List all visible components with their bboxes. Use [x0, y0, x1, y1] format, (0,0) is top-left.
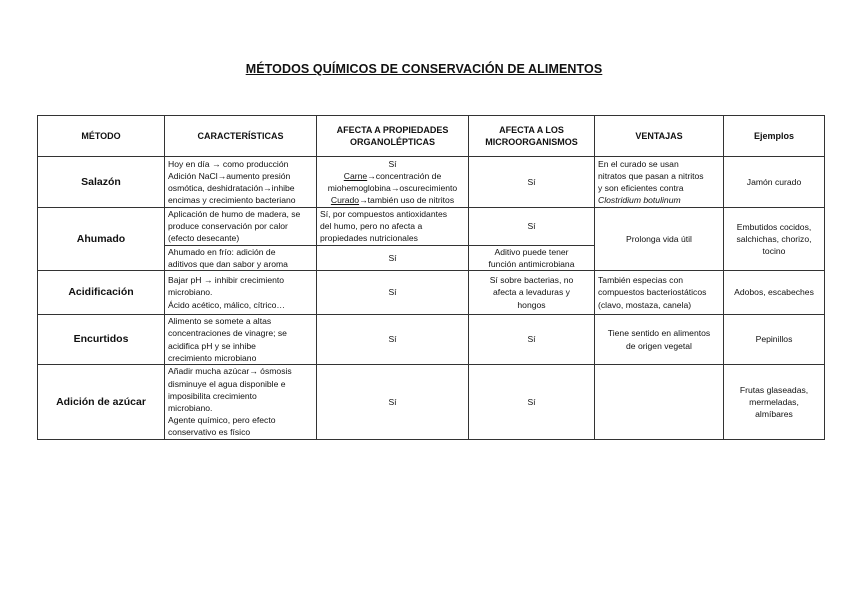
salazon-org-carne-rest: →concentración de — [367, 170, 442, 181]
acidificacion-micro-line-3: hongos — [517, 299, 546, 310]
ahumado-micro-b-line-2: función antimicrobiana — [488, 258, 575, 269]
header-metodo: MÉTODO — [38, 116, 165, 157]
conservation-methods-table — [37, 115, 825, 440]
acidificacion-vent-line-1: También especias con — [598, 275, 684, 286]
azucar-caract-line-1: Añadir mucha azúcar→ ósmosis — [168, 366, 292, 377]
salazon-vent-line-3: y son eficientes contra — [598, 183, 684, 193]
azucar-method: Adición de azúcar — [38, 365, 165, 440]
ahumado-caract-a-line-2: produce conservación por calor — [168, 221, 288, 232]
azucar-microorganisms: Sí — [469, 365, 595, 440]
acidificacion-advantages — [595, 271, 724, 315]
row-salazon — [38, 157, 825, 208]
salazon-org-line-4 — [320, 194, 465, 206]
salazon-examples: Jamón curado — [724, 157, 825, 208]
acidificacion-caract-line-3: Ácido acético, málico, cítrico… — [168, 299, 286, 310]
ahumado-caract-a-line-3: (efecto desecante) — [168, 233, 240, 244]
acidificacion-micro-line-2: afecta a levaduras y — [493, 287, 570, 298]
acidificacion-caract-line-2: microbiano. — [168, 287, 213, 298]
azucar-advantages — [595, 365, 724, 440]
ahumado-ejemplos-line-3: tocino — [762, 246, 786, 257]
salazon-caract-line-2: Adición NaCl→aumento presión — [168, 170, 291, 181]
ahumado-characteristics-a — [165, 208, 317, 246]
ahumado-caract-b-line-2: aditivos que dan sabor y aroma — [168, 258, 288, 269]
azucar-ejemplos-line-2: mermeladas, — [749, 396, 799, 407]
salazon-org-carne-word: Carne — [343, 170, 368, 181]
encurtidos-vent-line-1: Tiene sentido en alimentos — [607, 328, 711, 339]
ahumado-advantages: Prolonga vida útil — [595, 208, 724, 271]
salazon-organoleptic — [317, 157, 469, 208]
azucar-organoleptic: Sí — [317, 365, 469, 440]
row-encurtidos — [38, 315, 825, 365]
encurtidos-caract-line-3: acidifica pH y se inhibe — [168, 340, 256, 351]
row-ahumado-a — [38, 208, 825, 246]
encurtidos-examples: Pepinillos — [724, 315, 825, 365]
acidificacion-method: Acidificación — [38, 271, 165, 315]
ahumado-org-a-line-1: Sí, por compuestos antioxidantes — [320, 209, 448, 219]
ahumado-org-a-line-3: propiedades nutricionales — [320, 233, 418, 244]
encurtidos-characteristics — [165, 315, 317, 365]
ahumado-micro-b-line-1: Aditivo puede tener — [494, 246, 569, 257]
salazon-org-curado-word: Curado — [330, 195, 360, 206]
encurtidos-organoleptic: Sí — [317, 315, 469, 365]
acidificacion-microorganisms — [469, 271, 595, 315]
ahumado-microorganisms-b — [469, 245, 595, 270]
header-caracteristicas: CARACTERÍSTICAS — [165, 116, 317, 157]
header-microorganismos-line-1: AFECTA A LOS — [499, 124, 564, 135]
azucar-characteristics — [165, 365, 317, 440]
salazon-microorganisms: Sí — [469, 157, 595, 208]
salazon-vent-line-2: nitratos que pasan a nitritos — [598, 170, 704, 181]
salazon-advantages — [595, 157, 724, 208]
azucar-caract-line-5: Agente químico, pero efecto — [168, 415, 276, 426]
encurtidos-caract-line-4: crecimiento microbiano — [168, 352, 257, 363]
ahumado-caract-b-line-1: Ahumado en frío: adición de — [168, 246, 276, 257]
ahumado-method: Ahumado — [38, 208, 165, 271]
ahumado-microorganisms-a: Sí — [469, 208, 595, 246]
row-azucar — [38, 365, 825, 440]
header-organolepticas-line-1: AFECTA A PROPIEDADES — [336, 124, 449, 135]
ahumado-examples — [724, 208, 825, 271]
azucar-examples — [724, 365, 825, 440]
header-organolepticas — [317, 116, 469, 157]
salazon-org-curado-rest: →también uso de nitritos — [359, 195, 455, 206]
azucar-caract-line-4: microbiano. — [168, 403, 213, 414]
azucar-ejemplos-line-3: almíbares — [755, 409, 793, 420]
header-organolepticas-line-2: ORGANOLÉPTICAS — [349, 137, 435, 147]
ahumado-ejemplos-line-1: Embutidos cocidos, — [736, 221, 812, 232]
acidificacion-examples: Adobos, escabeches — [724, 271, 825, 315]
encurtidos-vent-line-2: de origen vegetal — [626, 340, 692, 351]
salazon-org-line-2 — [320, 170, 465, 182]
encurtidos-caract-line-1: Alimento se somete a altas — [168, 316, 272, 327]
encurtidos-method: Encurtidos — [38, 315, 165, 365]
ahumado-organoleptic-b: Sí — [317, 245, 469, 270]
ahumado-ejemplos-line-2: salchichas, chorizo, — [736, 233, 812, 244]
salazon-caract-line-3: osmótica, deshidratación→inhibe — [168, 183, 295, 193]
header-microorganismos-line-2: MICROORGANISMOS — [485, 137, 578, 147]
acidificacion-vent-line-3: (clavo, mostaza, canela) — [598, 299, 692, 310]
salazon-vent-line-4: Clostridium botulinum — [598, 195, 681, 206]
azucar-caract-line-2: disminuye el agua disponible e — [168, 378, 286, 389]
salazon-caract-line-1: Hoy en día → como producción — [168, 158, 289, 169]
acidificacion-caract-line-1: Bajar pH → inhibir crecimiento — [168, 275, 285, 286]
encurtidos-caract-line-2: concentraciones de vinagre; se — [168, 328, 287, 339]
ahumado-organoleptic-a — [317, 208, 469, 246]
header-ventajas: VENTAJAS — [595, 116, 724, 157]
ahumado-org-a-line-2: del humo, pero no afecta a — [320, 221, 423, 232]
acidificacion-micro-line-1: Sí sobre bacterias, no — [489, 275, 574, 286]
ahumado-caract-a-line-1: Aplicación de humo de madera, se — [168, 209, 301, 219]
azucar-caract-line-3: imposibilita crecimiento — [168, 390, 257, 401]
page-title: MÉTODOS QUÍMICOS DE CONSERVACIÓN DE ALIMENTOS — [245, 62, 603, 76]
encurtidos-microorganisms: Sí — [469, 315, 595, 365]
header-ejemplos: Ejemplos — [724, 116, 825, 157]
acidificacion-characteristics — [165, 271, 317, 315]
header-microorganismos — [469, 116, 595, 157]
salazon-characteristics — [165, 157, 317, 208]
salazon-vent-line-1: En el curado se usan — [598, 158, 679, 169]
encurtidos-advantages — [595, 315, 724, 365]
row-acidificacion — [38, 271, 825, 315]
ahumado-characteristics-b — [165, 245, 317, 270]
salazon-caract-line-4: encimas y crecimiento bacteriano — [168, 195, 296, 206]
salazon-method: Salazón — [38, 157, 165, 208]
salazon-org-si: Sí — [388, 158, 397, 169]
azucar-caract-line-6: conservativo es físico — [168, 427, 251, 438]
salazon-org-line-3: miohemoglobina→oscurecimiento — [327, 183, 458, 193]
header-row — [38, 116, 825, 157]
azucar-ejemplos-line-1: Frutas glaseadas, — [739, 384, 809, 395]
acidificacion-organoleptic: Sí — [317, 271, 469, 315]
acidificacion-vent-line-2: compuestos bacteriostáticos — [598, 287, 707, 298]
